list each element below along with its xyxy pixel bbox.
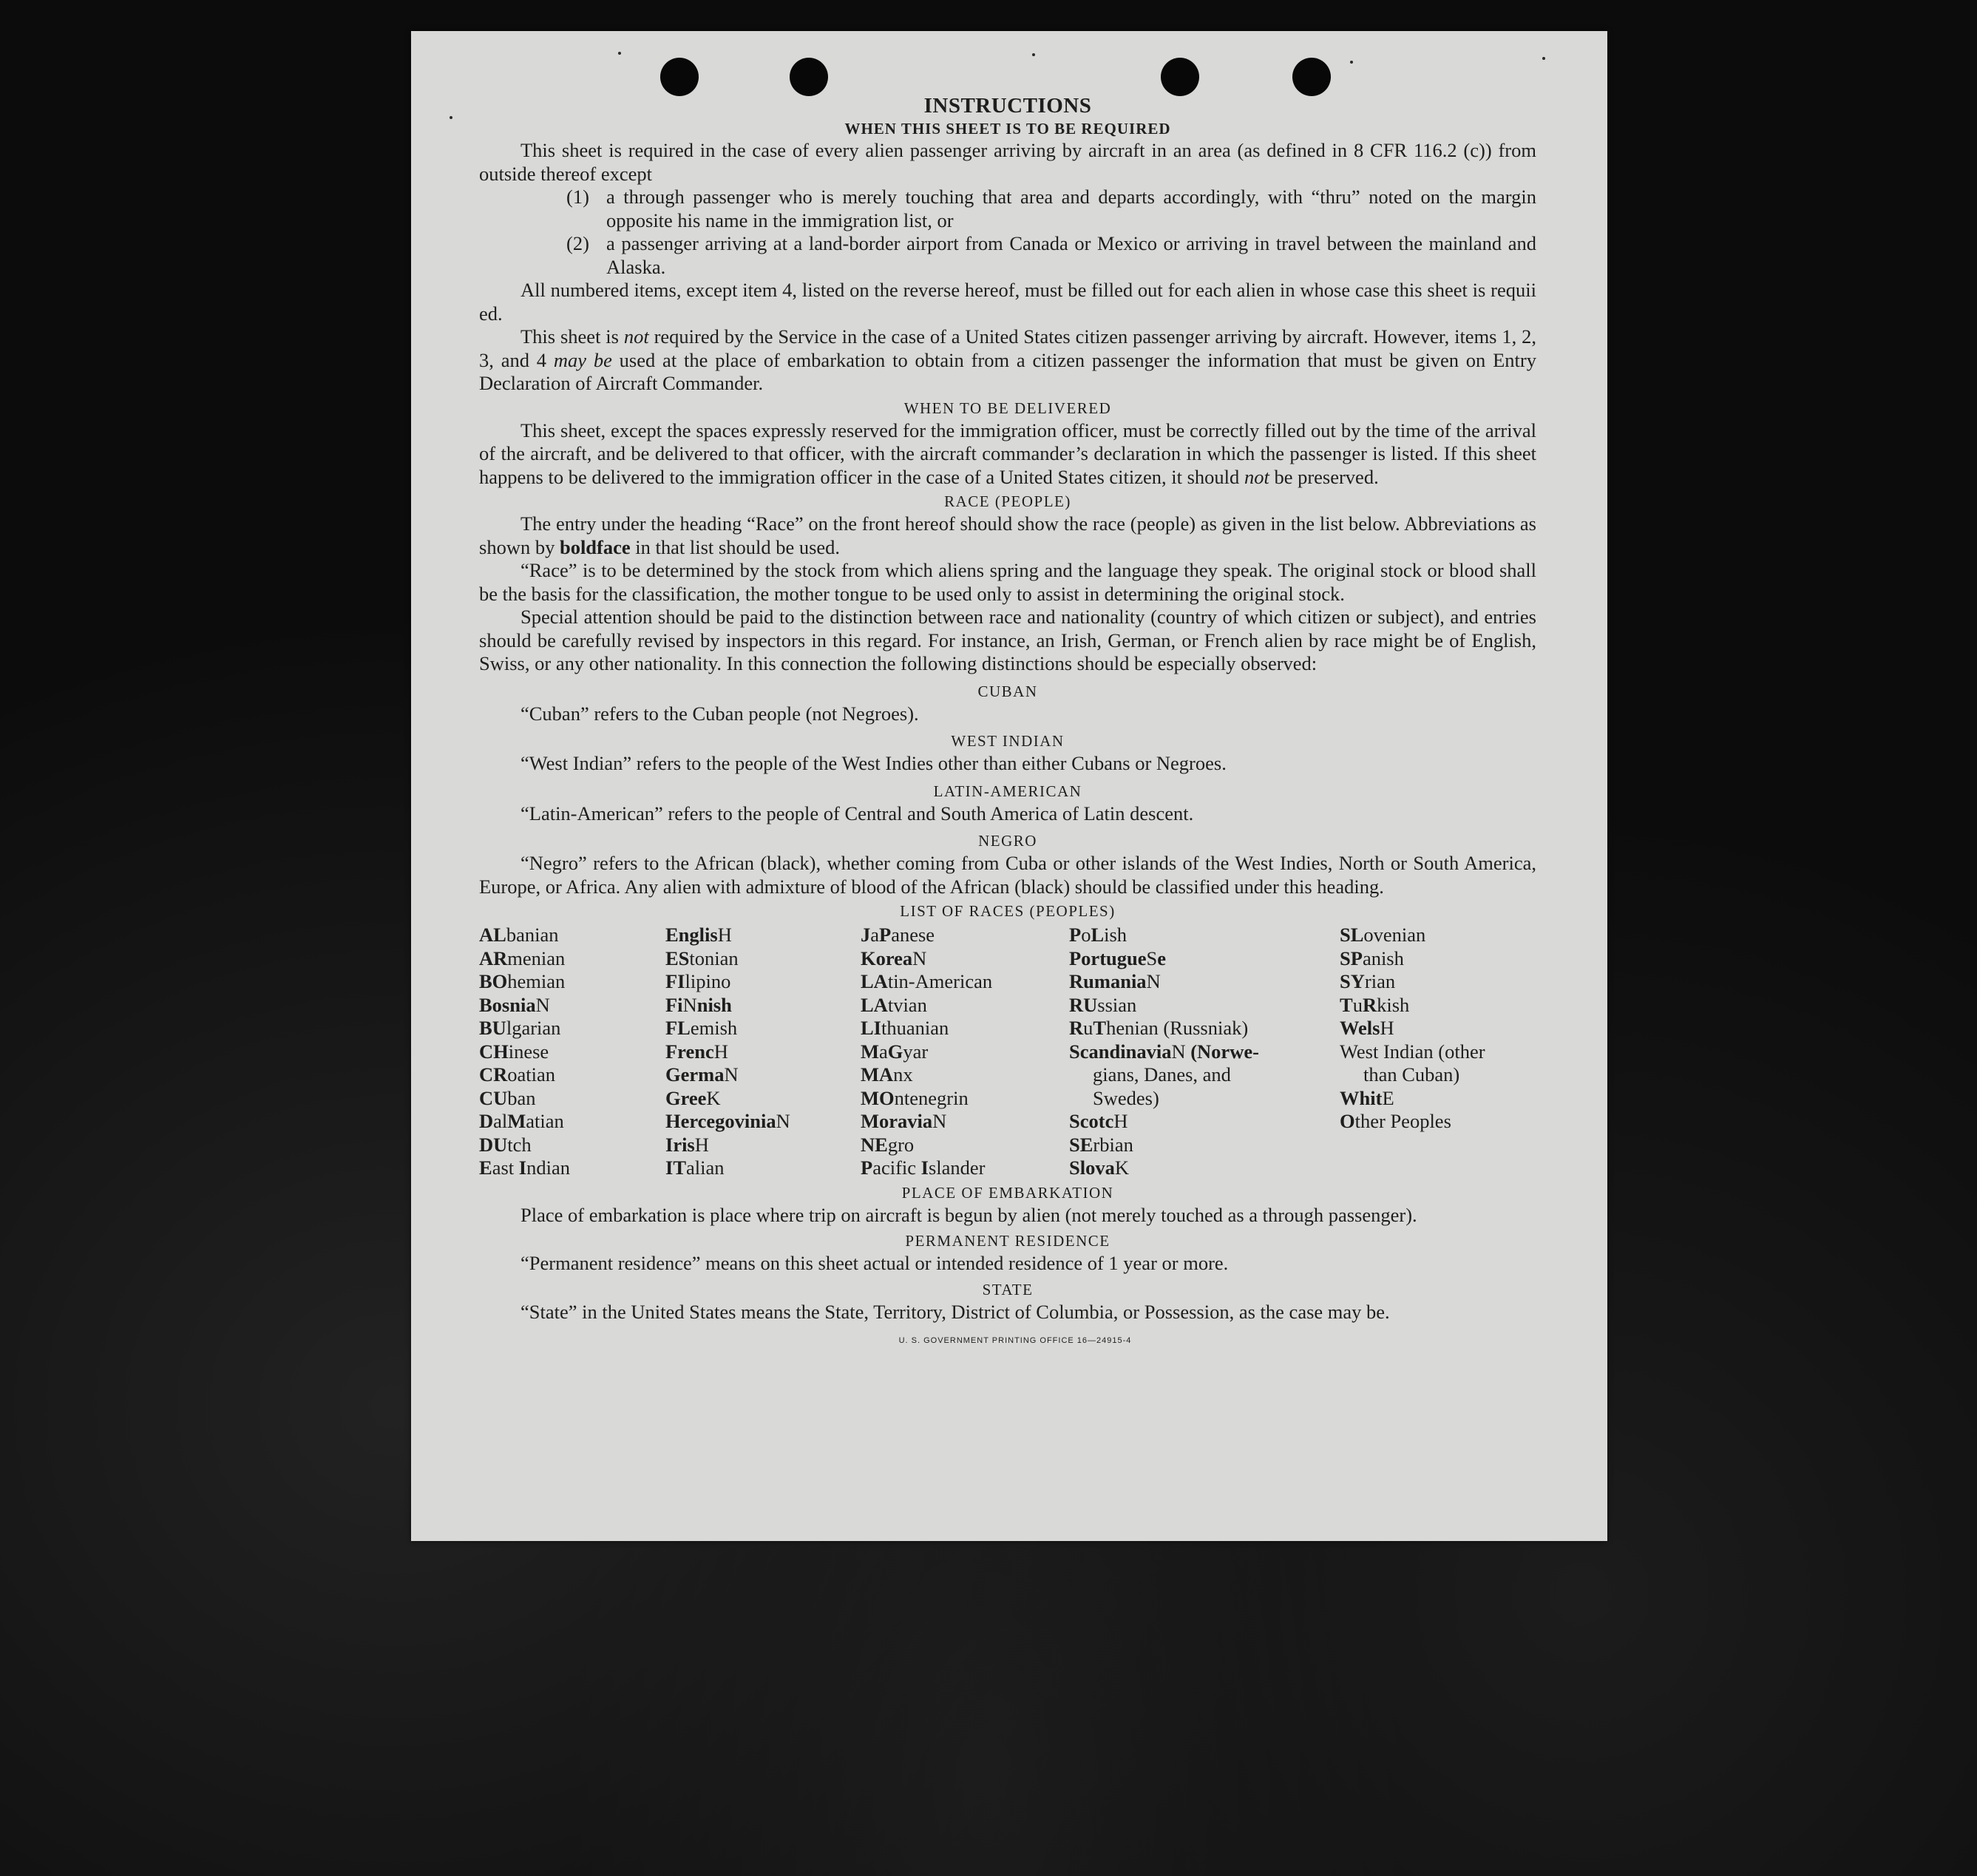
section-heading-negro: NEGRO [978,832,1037,850]
punch-hole [1161,58,1199,96]
paragraph-negro: “Negro” refers to the African (black), whether coming from Cuba or other islands of the West Indies, North or South America, Europe, or Africa. Any alien with admixture of blood of the African (black) should be classified under this heading. [479,852,1536,898]
race-entry: WelsH [1340,1017,1394,1039]
section-heading-required: WHEN THIS SHEET IS TO BE REQUIRED [844,120,1171,138]
paragraph-race-3: Special attention should be paid to the distinction between race and nationality (country of which citizen or subject), and entries should be carefully revised by inspectors in this regard. For instance, an Irish, German, or French alien by race might be of English, Swiss, or any other nationality. In this connection the following distinctions should be especially observed: [479,606,1536,674]
exception-text: a through passenger who is merely touching that area and departs accordingly, with “thru” noted on the margin opposite his name in the immigration list, or [606,186,1536,231]
race-column-1 [479,924,665,1180]
race-entry: MaGyar [861,1040,929,1063]
paragraph-latin-american: “Latin-American” refers to the people of Central and South America of Latin descent. [520,802,1194,824]
race-entry: JaPanese [861,924,935,946]
race-entry: BUlgarian [479,1017,561,1039]
race-column-4 [1069,924,1340,1180]
race-entry: WhitE [1340,1086,1394,1109]
race-entry: ALbanian [479,924,559,946]
race-entry: ScandinaviaN (Norwe- [1069,1040,1259,1063]
paragraph-cuban: “Cuban” refers to the Cuban people (not Negroes). [520,702,919,725]
race-entry: CHinese [479,1040,549,1063]
race-entry: KoreaN [861,947,927,969]
race-entry: gians, Danes, and [1093,1063,1231,1086]
race-entry: Pacific Islander [861,1157,986,1179]
paragraph-delivered: This sheet, except the spaces expressly reserved for the immigration officer, must be correctly filled out by the time of the arrival of the aircraft, and be delivered to that officer, with the aircraft commander’s declaration in which the passenger is listed. If this sheet happens to be delivered to the immigration officer in the case of a United States citizen, it should not be preserved. [479,419,1536,488]
race-entry: BOhemian [479,970,566,992]
section-heading-delivered: WHEN TO BE DELIVERED [903,399,1112,417]
race-entry: FiNnish [665,993,732,1016]
race-entry: SErbian [1069,1133,1133,1156]
race-entry: EnglisH [665,924,732,946]
race-entry: DUtch [479,1133,532,1156]
section-heading-list-of-races: LIST OF RACES (PEOPLES) [900,902,1116,920]
exception-number: (1) [566,186,589,208]
race-entry: MoraviaN [861,1110,947,1132]
race-entry: East Indian [479,1157,570,1179]
race-entry: SPanish [1340,947,1404,969]
punch-hole [1292,58,1331,96]
race-entry: LAtin-American [861,970,993,992]
section-heading-state: STATE [982,1280,1034,1298]
race-entry: IrisH [665,1133,709,1156]
race-column-2 [665,924,861,1180]
race-entry: BosniaN [479,993,550,1016]
paragraph-embarkation: Place of embarkation is place where trip on aircraft is begun by alien (not merely touched as a through passenger). [520,1203,1417,1226]
section-heading-west-indian: WEST INDIAN [951,732,1065,750]
exception-list [479,186,1536,279]
punch-hole [790,58,828,96]
race-list [479,924,1536,1180]
paragraph-state: “State” in the United States means the State, Territory, District of Columbia, or Possession, as the case may be. [520,1300,1390,1323]
exception-item [479,186,1536,232]
race-entry: RuThenian (Russniak) [1069,1017,1249,1039]
race-entry: PoLish [1069,924,1127,946]
paragraph-citizen: This sheet is not required by the Service in the case of a United States citizen passenger arriving by aircraft. However, items 1, 2, 3, and 4 may be used at the place of embarkation to obtain from a citizen passenger the information that must be given on Entry Declaration of Aircraft Commander. [479,325,1536,394]
race-entry: RumaniaN [1069,970,1161,992]
printing-office-footer: U. S. GOVERNMENT PRINTING OFFICE 16—24915-4 [898,1336,1132,1345]
race-entry: DalMatian [479,1110,564,1132]
race-entry: Swedes) [1093,1086,1159,1109]
race-entry: SlovaK [1069,1157,1129,1179]
paragraph-residence: “Permanent residence” means on this sheet actual or intended residence of 1 year or more. [520,1252,1229,1274]
race-column-3 [861,924,1069,1180]
punch-hole [660,58,699,96]
race-entry: FIlipino [665,970,731,992]
race-entry: LIthuanian [861,1017,949,1039]
race-entry: ScotcH [1069,1110,1128,1132]
race-entry: TuRkish [1340,993,1410,1016]
document-body [479,93,1536,1353]
paragraph-race-2: “Race” is to be determined by the stock from which aliens spring and the language they speak. The original stock or blood shall be the basis for the classification, the mother tongue to be used only to assist in determining the original stock. [479,559,1536,605]
race-entry: GreeK [665,1086,721,1109]
instruction-sheet [411,31,1607,1541]
race-entry: MAnx [861,1063,913,1086]
race-entry: than Cuban) [1363,1063,1460,1086]
race-entry: FrencH [665,1040,728,1063]
section-heading-latin-american: LATIN-AMERICAN [933,782,1082,800]
race-entry: FLemish [665,1017,738,1039]
race-column-5 [1340,924,1536,1180]
paragraph-required: This sheet is required in the case of every alien passenger arriving by aircraft in an area (as defined in 8 CFR 116.2 (c)) from outside thereof except [479,139,1536,185]
race-entry: RUssian [1069,993,1137,1016]
section-heading-cuban: CUBAN [977,682,1038,700]
race-entry: ITalian [665,1157,725,1179]
race-entry: Other Peoples [1340,1110,1451,1132]
paragraph-west-indian: “West Indian” refers to the people of the West Indies other than either Cubans or Negroes. [520,752,1227,774]
section-heading-residence: PERMANENT RESIDENCE [905,1232,1110,1250]
race-entry: SYrian [1340,970,1396,992]
document-title: INSTRUCTIONS [923,94,1092,118]
race-entry: CUban [479,1086,536,1109]
race-entry: LAtvian [861,993,927,1016]
paragraph-race-1: The entry under the heading “Race” on the front hereof should show the race (people) as given in the list below. Abbreviations as shown by boldface in that list should be used. [479,512,1536,558]
race-entry: CRoatian [479,1063,556,1086]
race-entry: NEgro [861,1133,915,1156]
race-entry: PortugueSe [1069,947,1167,969]
paragraph-numbered-items: All numbered items, except item 4, listed on the reverse hereof, must be filled out for each alien in whose case this sheet is requii ed. [479,279,1536,325]
race-entry: ARmenian [479,947,566,969]
race-entry: GermaN [665,1063,739,1086]
race-entry: HercegoviniaN [665,1110,790,1132]
race-entry: MOntenegrin [861,1086,969,1109]
exception-item [479,232,1536,279]
section-heading-embarkation: PLACE OF EMBARKATION [901,1183,1114,1202]
race-entry: EStonian [665,947,739,969]
section-heading-race: RACE (PEOPLE) [944,492,1071,510]
race-entry: SLovenian [1340,924,1426,946]
race-entry: West Indian (other [1340,1040,1485,1063]
exception-text: a passenger arriving at a land-border airport from Canada or Mexico or arriving in travel between the mainland and Alaska. [606,232,1536,278]
exception-number: (2) [566,232,589,254]
